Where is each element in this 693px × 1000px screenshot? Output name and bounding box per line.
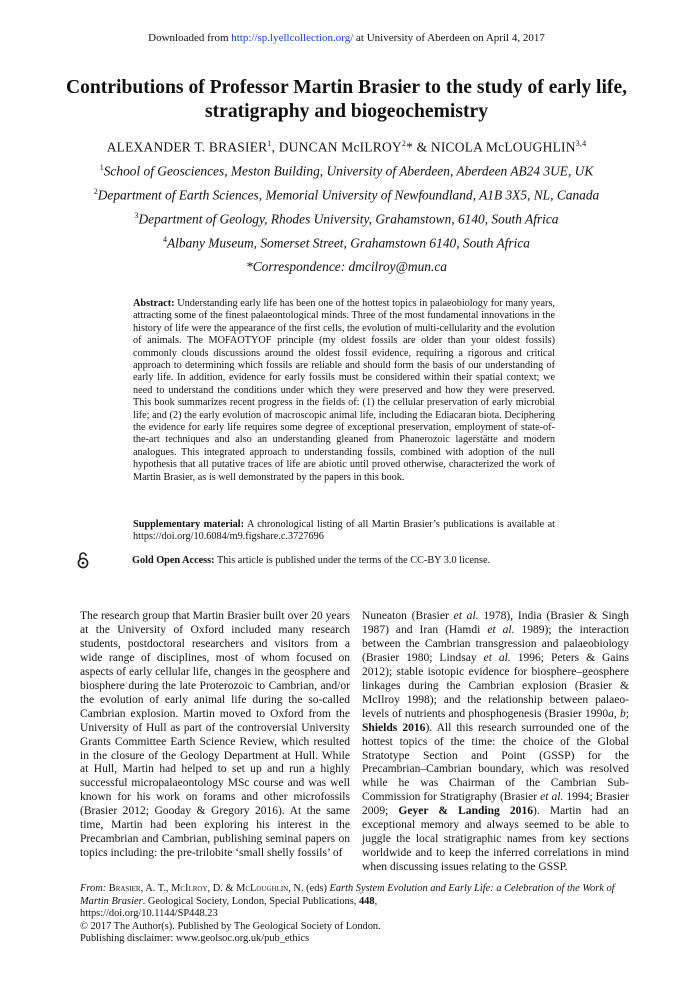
article-title: [60, 76, 633, 124]
affiliation-1: [20, 163, 673, 179]
open-lock-icon: [76, 551, 90, 569]
footer-from-label: From:: [80, 883, 107, 894]
lyell-collection-link[interactable]: http://sp.lyellcollection.org/: [231, 32, 354, 44]
supplementary-material: [133, 519, 555, 544]
author-2-sup: 2: [401, 139, 407, 148]
author-2: DUNCAN McILROY: [278, 139, 402, 155]
affiliation-text: Department of Geology, Rhodes University, Grahamstown, 6140, South Africa: [138, 211, 559, 227]
body-italic: et al.: [540, 791, 564, 804]
affiliation-text: School of Geosciences, Meston Building, University of Aberdeen, Aberdeen AB24 3UE, UK: [103, 163, 594, 179]
download-prefix: Downloaded from: [148, 32, 232, 44]
open-access-license: This article is published under the terms of the CC-BY 3.0 license.: [216, 555, 491, 566]
affiliation-3: [20, 211, 673, 227]
open-access-text: [132, 555, 490, 566]
footer-copyright: © 2017 The Author(s). Published by The Geological Society of London.: [80, 920, 381, 932]
body-column-right: [362, 610, 629, 875]
footer-authors: Brasier, A. T., McIlroy, D. & McLoughlin, N.: [108, 883, 304, 894]
author-separator: &: [413, 139, 431, 155]
author-1-sup: 1: [267, 139, 272, 148]
affiliation-text: Department of Earth Sciences, Memorial University of Newfoundland, A1B 3X5, NL, Canada: [97, 187, 600, 203]
footer-eds: (eds): [303, 883, 330, 894]
author-3-sup: 3,4: [575, 139, 587, 148]
footer-ethics[interactable]: Publishing disclaimer: www.geolsoc.org.uk/pub_ethics: [80, 933, 310, 945]
footer-citation: From: Brasier, A. T., McIlroy, D. & McLoughlin, N. (eds) Earth System Evolution and Early Life: a Celebration of the Work of Martin Brasier. Geological Society, London, Special Publications, 448,: [80, 883, 615, 907]
affiliation-sup: 4: [162, 235, 167, 244]
body-italic: et al.: [487, 623, 515, 636]
supplementary-text: A chronological listing of all Martin Brasier’s publications is available at https://doi.org/10.6084/m9.figshare.c.3727696: [133, 519, 555, 543]
body-text: 1996; Peters & Gains 2012); stable isotopic evidence for biosphere–geosphere linkages during the Cambrian explosion (Brasier & McIlroy 1998); and the relationship between palaeo-levels of nutrients and phosphogenesis (Brasier 1990: [362, 651, 629, 720]
body-text: 1989); the interaction between the Cambrian transgression and palaeobiology (Brasier 1980; Lindsay: [362, 623, 629, 664]
open-access-row: [76, 551, 556, 571]
author-3: NICOLA McLOUGHLIN: [430, 139, 576, 155]
affiliation-4: [20, 235, 673, 251]
affiliation-sup: 2: [93, 187, 98, 196]
body-column-left: The research group that Martin Brasier built over 20 years at the University of Oxford included many research students, postdoctoral researchers and visitors from a wide range of disciplines, most of whom focused on aspects of early cellular life, changes in the geosphere and biosphere during the late Proterozoic to Cambrian, and/or the evolution of early animal life during the so-called Cambrian explosion. Martin moved to Oxford from the University of Hull as part of the controversial University Grants Committee Earth Science Review, which resulted in the closure of the Geology Department at Hull. While at Hull, Martin had helped to set up and run a highly successful micropalaeontology MSc course and was well known for his work on forams and other microfossils (Brasier 2012; Gooday & Gregory 2016). At the same time, Martin had been exploring his interest in the Precambrian and Cambrian, publishing seminal papers on topics including: the pre-trilobite ‘small shelly fossils’ of: [80, 610, 350, 860]
correspondence: [20, 259, 673, 275]
abstract: [133, 298, 555, 484]
citation-shields: Shields 2016: [362, 721, 426, 734]
title-line-2: stratigraphy and biogeochemistry: [204, 101, 488, 122]
footer-book-title: Earth System Evolution and Early Life: a Celebration of the Work of Martin Brasier: [80, 883, 615, 907]
footer-doi[interactable]: https://doi.org/10.1144/SP448.23: [80, 908, 218, 920]
author-separator: ,: [271, 139, 279, 155]
body-text: ). All this research surrounded one of the hottest topics of the time: the choice of the Global Stratotype Section and Point (GSSP) for the Precambrian–Cambrian boundary, which was resolved while he was Chairman of the Cambrian Sub-Commission for Stratigraphy (Brasier: [362, 721, 630, 804]
citation-footer: [80, 883, 640, 946]
abstract-text: Understanding early life has been one of the hottest topics in palaeobiology for many years, attracting some of the finest palaeontological minds. Three of the most fundamental innovations in the history of life were the appearance of the first cells, the evolution of multi-cellularity and the evolution of animals. The MOFAOTYOF principle (my oldest fossils are older than your oldest fossils) commonly clouds discussions around the oldest fossil evidence, requiring a rigorous and critical approach to determining which fossils are reliable and should form the basis of our understanding of early life. In addition, evidence for early fossils must be considered within their spatial context; we need to understand the conditions under which they were preserved and how they were preserved. This book summarizes recent progress in the fields of: (1) the cellular preservation of early microbial life; and (2) the early evolution of macroscopic animal life, including the Ediacaran biota. Deciphering the evidence for early life requires some degree of exceptional preservation, employment of state-of-the-art techniques and also an understanding gleaned from Phanerozoic lagerstätte and modern analogues. This integrated approach to understanding fossils, combined with adoption of the null hypothesis that all putative traces of life are abiotic until proved otherwise, characterized the work of Martin Brasier, as is well demonstrated by the papers in this book.: [133, 298, 555, 483]
affiliation-2: [20, 187, 673, 203]
body-italic: b: [620, 707, 626, 720]
body-text: 1994; Brasier 2009;: [362, 791, 630, 818]
body-text: ). Martin had an exceptional memory and always seemed to be able to juggle the local stratigraphic names from key sections worldwide and to keep the inferred correlations in mind when discussing issues relating to the GSSP.: [362, 805, 629, 874]
body-italic: et al.: [453, 610, 479, 622]
open-access-label: Gold Open Access:: [132, 555, 215, 566]
affiliation-sup: 1: [99, 163, 104, 172]
affiliation-text: Albany Museum, Somerset Street, Grahamstown 6140, South Africa: [166, 235, 530, 251]
body-text: ,: [613, 707, 620, 720]
download-banner: [0, 32, 693, 44]
footer-volume: 448: [358, 895, 375, 907]
affiliation-sup: 3: [134, 211, 139, 220]
author-1: ALEXANDER T. BRASIER: [106, 139, 268, 155]
citation-geyer: Geyer & Landing 2016: [398, 805, 533, 818]
body-italic: a: [608, 707, 614, 720]
correspondence-email: *Correspondence: dmcilroy@mun.ca: [246, 259, 447, 274]
body-text: Nuneaton (Brasier: [362, 610, 454, 622]
author-list: [40, 139, 653, 156]
supplementary-label: Supplementary material:: [133, 519, 245, 530]
abstract-label: Abstract:: [133, 298, 175, 309]
download-suffix: at University of Aberdeen on April 4, 2017: [353, 32, 545, 44]
footer-publisher: . Geological Society, London, Special Publications,: [142, 895, 359, 907]
title-line-1: Contributions of Professor Martin Brasier to the study of early life,: [65, 77, 628, 98]
body-italic: et al.: [483, 651, 511, 664]
body-text: 1978), India (Brasier & Singh 1987) and Iran (Hamdi: [362, 610, 630, 636]
corresponding-star: *: [406, 139, 414, 155]
body-text: ;: [625, 707, 629, 720]
